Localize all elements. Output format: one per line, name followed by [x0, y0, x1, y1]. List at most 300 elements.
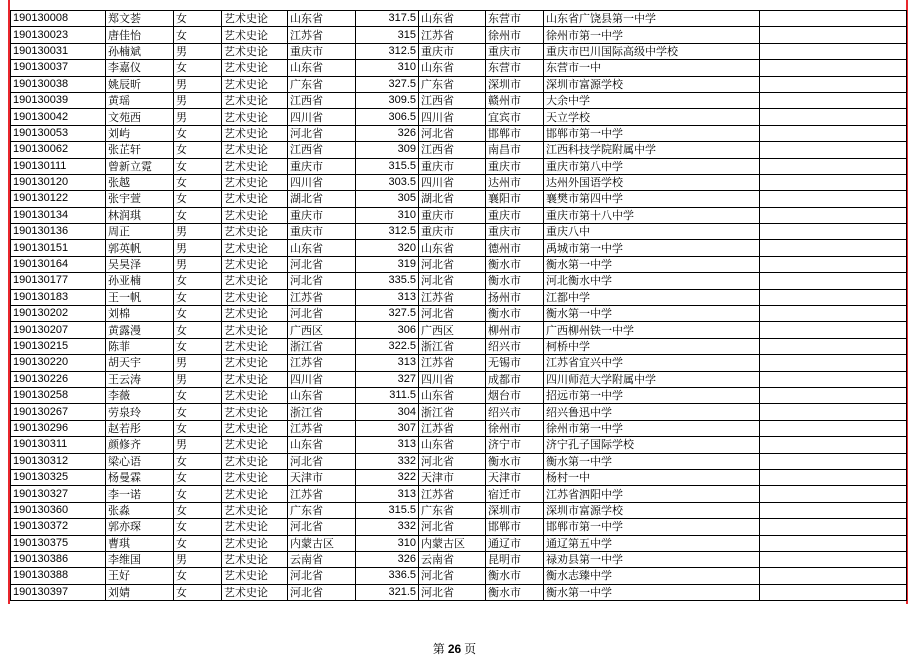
city-cell: 重庆市: [486, 158, 544, 174]
score-cell: 309: [356, 142, 419, 158]
score-cell: 305: [356, 191, 419, 207]
student-id-cell: 190130220: [11, 355, 106, 371]
major-cell: 艺术史论: [222, 568, 288, 584]
province-cell: 天津市: [419, 469, 486, 485]
name-cell: 赵若彤: [106, 420, 174, 436]
gender-cell: 女: [174, 453, 222, 469]
gender-cell: 男: [174, 240, 222, 256]
gender-cell: 女: [174, 568, 222, 584]
score-cell: 309.5: [356, 92, 419, 108]
gender-cell: 女: [174, 158, 222, 174]
school-cell: 邯郸市第一中学: [544, 125, 760, 141]
blank-cell: [760, 355, 907, 371]
province-cell: 江苏省: [419, 486, 486, 502]
province-cell: 江苏省: [419, 289, 486, 305]
blank-cell: [760, 322, 907, 338]
table-row: [11, 76, 907, 92]
blank-cell: [760, 387, 907, 403]
school-cell: 深圳市富源学校: [544, 76, 760, 92]
school-cell: 衡水志臻中学: [544, 568, 760, 584]
gender-cell: 女: [174, 142, 222, 158]
province-cell: 河北省: [419, 256, 486, 272]
gender-cell: 女: [174, 174, 222, 190]
school-cell: 禄劝县第一中学: [544, 551, 760, 567]
school-cell: 柯桥中学: [544, 338, 760, 354]
blank-cell: [760, 142, 907, 158]
student-id-cell: 190130039: [11, 92, 106, 108]
table-row: [11, 371, 907, 387]
name-cell: 曾新立霓: [106, 158, 174, 174]
province-cell: 山东省: [419, 387, 486, 403]
province-cell: 湖北省: [419, 191, 486, 207]
gender-cell: 女: [174, 486, 222, 502]
city-cell: 成都市: [486, 371, 544, 387]
name-cell: 陈菲: [106, 338, 174, 354]
student-id-cell: 190130134: [11, 207, 106, 223]
origin-province-cell: 河北省: [288, 125, 356, 141]
city-cell: 赣州市: [486, 92, 544, 108]
name-cell: 张淼: [106, 502, 174, 518]
student-id-cell: 190130042: [11, 109, 106, 125]
major-cell: 艺术史论: [222, 404, 288, 420]
city-cell: 衡水市: [486, 453, 544, 469]
major-cell: 艺术史论: [222, 11, 288, 27]
school-cell: 河北衡水中学: [544, 273, 760, 289]
major-cell: 艺术史论: [222, 469, 288, 485]
score-cell: 322: [356, 469, 419, 485]
score-cell: 327: [356, 371, 419, 387]
city-cell: 济宁市: [486, 437, 544, 453]
major-cell: 艺术史论: [222, 502, 288, 518]
origin-province-cell: 重庆市: [288, 158, 356, 174]
score-cell: 311.5: [356, 387, 419, 403]
score-cell: 304: [356, 404, 419, 420]
table-row: [11, 92, 907, 108]
blank-cell: [760, 240, 907, 256]
table-row: [11, 387, 907, 403]
student-id-cell: 190130111: [11, 158, 106, 174]
school-cell: 重庆八中: [544, 224, 760, 240]
blank-cell: [760, 420, 907, 436]
gender-cell: 女: [174, 387, 222, 403]
school-cell: 江苏省泗阳中学: [544, 486, 760, 502]
province-cell: 山东省: [419, 437, 486, 453]
major-cell: 艺术史论: [222, 43, 288, 59]
name-cell: 郭英帆: [106, 240, 174, 256]
table-row: [11, 142, 907, 158]
city-cell: 绍兴市: [486, 338, 544, 354]
city-cell: 衡水市: [486, 568, 544, 584]
table-row: [11, 469, 907, 485]
table-row: [11, 519, 907, 535]
name-cell: 刘棉: [106, 306, 174, 322]
name-cell: 林润琪: [106, 207, 174, 223]
score-cell: 313: [356, 486, 419, 502]
school-cell: 达州外国语学校: [544, 174, 760, 190]
blank-cell: [760, 404, 907, 420]
table-row: [11, 535, 907, 551]
score-cell: 306: [356, 322, 419, 338]
province-cell: 重庆市: [419, 158, 486, 174]
score-cell: 310: [356, 207, 419, 223]
major-cell: 艺术史论: [222, 387, 288, 403]
major-cell: 艺术史论: [222, 535, 288, 551]
province-cell: 江苏省: [419, 420, 486, 436]
gender-cell: 男: [174, 109, 222, 125]
school-cell: 衡水第一中学: [544, 256, 760, 272]
origin-province-cell: 河北省: [288, 519, 356, 535]
name-cell: 唐佳怡: [106, 27, 174, 43]
province-cell: 广西区: [419, 322, 486, 338]
origin-province-cell: 广西区: [288, 322, 356, 338]
province-cell: 河北省: [419, 125, 486, 141]
blank-cell: [760, 273, 907, 289]
city-cell: 徐州市: [486, 27, 544, 43]
city-cell: 柳州市: [486, 322, 544, 338]
name-cell: 颜修齐: [106, 437, 174, 453]
blank-cell: [760, 584, 907, 600]
student-id-cell: 190130008: [11, 11, 106, 27]
province-cell: 重庆市: [419, 207, 486, 223]
blank-cell: [760, 469, 907, 485]
score-cell: 315.5: [356, 158, 419, 174]
school-cell: 邯郸市第一中学: [544, 519, 760, 535]
gender-cell: 女: [174, 404, 222, 420]
table-row: [11, 256, 907, 272]
province-cell: 山东省: [419, 11, 486, 27]
school-cell: 江都中学: [544, 289, 760, 305]
gender-cell: 男: [174, 224, 222, 240]
table-row: [11, 453, 907, 469]
student-id-cell: 190130388: [11, 568, 106, 584]
table-row: [11, 27, 907, 43]
origin-province-cell: 江西省: [288, 92, 356, 108]
student-id-cell: 190130311: [11, 437, 106, 453]
gender-cell: 女: [174, 273, 222, 289]
score-cell: 335.5: [356, 273, 419, 289]
gender-cell: 女: [174, 502, 222, 518]
city-cell: 绍兴市: [486, 404, 544, 420]
name-cell: 梁心语: [106, 453, 174, 469]
student-id-cell: 190130120: [11, 174, 106, 190]
gender-cell: 女: [174, 60, 222, 76]
score-cell: 317.5: [356, 11, 419, 27]
table-row: [11, 109, 907, 125]
score-cell: 319: [356, 256, 419, 272]
province-cell: 江苏省: [419, 27, 486, 43]
student-id-cell: 190130062: [11, 142, 106, 158]
blank-cell: [760, 551, 907, 567]
major-cell: 艺术史论: [222, 92, 288, 108]
school-cell: 衡水第一中学: [544, 584, 760, 600]
blank-cell: [760, 371, 907, 387]
origin-province-cell: 江西省: [288, 142, 356, 158]
major-cell: 艺术史论: [222, 420, 288, 436]
table-row: [11, 486, 907, 502]
table-row: [11, 502, 907, 518]
blank-cell: [760, 338, 907, 354]
school-cell: 山东省广饶县第一中学: [544, 11, 760, 27]
province-cell: 河北省: [419, 519, 486, 535]
city-cell: 衡水市: [486, 584, 544, 600]
major-cell: 艺术史论: [222, 60, 288, 76]
name-cell: 刘婧: [106, 584, 174, 600]
name-cell: 孙楠斌: [106, 43, 174, 59]
name-cell: 孙亚楠: [106, 273, 174, 289]
gender-cell: 女: [174, 306, 222, 322]
gender-cell: 女: [174, 535, 222, 551]
city-cell: 重庆市: [486, 43, 544, 59]
name-cell: 杨曼霖: [106, 469, 174, 485]
table-row: [11, 289, 907, 305]
gender-cell: 女: [174, 469, 222, 485]
school-cell: 天立学校: [544, 109, 760, 125]
school-cell: 襄樊市第四中学: [544, 191, 760, 207]
origin-province-cell: 广东省: [288, 502, 356, 518]
city-cell: 无锡市: [486, 355, 544, 371]
city-cell: 扬州市: [486, 289, 544, 305]
student-id-cell: 190130325: [11, 469, 106, 485]
gender-cell: 女: [174, 420, 222, 436]
table-row: [11, 224, 907, 240]
score-cell: 326: [356, 551, 419, 567]
student-id-cell: 190130375: [11, 535, 106, 551]
school-cell: 徐州市第一中学: [544, 27, 760, 43]
origin-province-cell: 山东省: [288, 387, 356, 403]
origin-province-cell: 山东省: [288, 60, 356, 76]
table-row: [11, 158, 907, 174]
school-cell: 深圳市富源学校: [544, 502, 760, 518]
city-cell: 东营市: [486, 60, 544, 76]
blank-cell: [760, 109, 907, 125]
city-cell: 宜宾市: [486, 109, 544, 125]
city-cell: 襄阳市: [486, 191, 544, 207]
student-id-cell: 190130267: [11, 404, 106, 420]
school-cell: 广西柳州铁一中学: [544, 322, 760, 338]
school-cell: 衡水第一中学: [544, 453, 760, 469]
school-cell: 大余中学: [544, 92, 760, 108]
city-cell: 深圳市: [486, 76, 544, 92]
major-cell: 艺术史论: [222, 551, 288, 567]
blank-cell: [760, 289, 907, 305]
student-id-cell: 190130258: [11, 387, 106, 403]
name-cell: 黄瑶: [106, 92, 174, 108]
gender-cell: 男: [174, 551, 222, 567]
score-cell: 320: [356, 240, 419, 256]
gender-cell: 男: [174, 256, 222, 272]
school-cell: 绍兴鲁迅中学: [544, 404, 760, 420]
name-cell: 李一诺: [106, 486, 174, 502]
score-cell: 313: [356, 355, 419, 371]
score-cell: 321.5: [356, 584, 419, 600]
blank-cell: [760, 519, 907, 535]
province-cell: 广东省: [419, 76, 486, 92]
name-cell: 吴昊泽: [106, 256, 174, 272]
table-row: [11, 60, 907, 76]
score-cell: 332: [356, 453, 419, 469]
city-cell: 南昌市: [486, 142, 544, 158]
gender-cell: 女: [174, 207, 222, 223]
province-cell: 内蒙古区: [419, 535, 486, 551]
major-cell: 艺术史论: [222, 191, 288, 207]
student-id-cell: 190130177: [11, 273, 106, 289]
page-footer: [0, 640, 909, 657]
school-cell: 江苏省宜兴中学: [544, 355, 760, 371]
gender-cell: 男: [174, 355, 222, 371]
name-cell: 李维国: [106, 551, 174, 567]
gender-cell: 女: [174, 11, 222, 27]
major-cell: 艺术史论: [222, 289, 288, 305]
name-cell: 胡天宇: [106, 355, 174, 371]
city-cell: 衡水市: [486, 273, 544, 289]
score-cell: 313: [356, 289, 419, 305]
major-cell: 艺术史论: [222, 224, 288, 240]
score-cell: 332: [356, 519, 419, 535]
table-row: [11, 273, 907, 289]
name-cell: 姚辰昕: [106, 76, 174, 92]
name-cell: 周正: [106, 224, 174, 240]
gender-cell: 男: [174, 92, 222, 108]
origin-province-cell: 江苏省: [288, 289, 356, 305]
origin-province-cell: 浙江省: [288, 404, 356, 420]
origin-province-cell: 四川省: [288, 109, 356, 125]
origin-province-cell: 浙江省: [288, 338, 356, 354]
student-id-cell: 190130226: [11, 371, 106, 387]
gender-cell: 男: [174, 437, 222, 453]
score-cell: 307: [356, 420, 419, 436]
name-cell: 黄露漫: [106, 322, 174, 338]
score-cell: 326: [356, 125, 419, 141]
major-cell: 艺术史论: [222, 437, 288, 453]
major-cell: 艺术史论: [222, 240, 288, 256]
origin-province-cell: 山东省: [288, 11, 356, 27]
table-row: [11, 355, 907, 371]
province-cell: 河北省: [419, 584, 486, 600]
gender-cell: 女: [174, 322, 222, 338]
province-cell: 江西省: [419, 142, 486, 158]
blank-cell: [760, 568, 907, 584]
city-cell: 宿迁市: [486, 486, 544, 502]
student-id-cell: 190130386: [11, 551, 106, 567]
province-cell: 山东省: [419, 60, 486, 76]
major-cell: 艺术史论: [222, 355, 288, 371]
school-cell: 重庆市第十八中学: [544, 207, 760, 223]
name-cell: 李薇: [106, 387, 174, 403]
page-suffix: 页: [464, 642, 477, 656]
city-cell: 达州市: [486, 174, 544, 190]
gender-cell: 男: [174, 76, 222, 92]
student-id-cell: 190130151: [11, 240, 106, 256]
gender-cell: 男: [174, 43, 222, 59]
school-cell: 招远市第一中学: [544, 387, 760, 403]
gender-cell: 女: [174, 519, 222, 535]
gender-cell: 男: [174, 371, 222, 387]
blank-cell: [760, 174, 907, 190]
score-cell: 327.5: [356, 306, 419, 322]
score-cell: 303.5: [356, 174, 419, 190]
origin-province-cell: 山东省: [288, 437, 356, 453]
score-cell: 336.5: [356, 568, 419, 584]
table-row: [11, 437, 907, 453]
student-id-cell: 190130183: [11, 289, 106, 305]
school-cell: 徐州市第一中学: [544, 420, 760, 436]
city-cell: 德州市: [486, 240, 544, 256]
school-cell: 江西科技学院附属中学: [544, 142, 760, 158]
origin-province-cell: 四川省: [288, 371, 356, 387]
province-cell: 云南省: [419, 551, 486, 567]
city-cell: 烟台市: [486, 387, 544, 403]
student-id-cell: 190130164: [11, 256, 106, 272]
province-cell: 河北省: [419, 453, 486, 469]
score-cell: 306.5: [356, 109, 419, 125]
blank-cell: [760, 125, 907, 141]
gender-cell: 女: [174, 584, 222, 600]
table-row: [11, 240, 907, 256]
school-cell: 东营市一中: [544, 60, 760, 76]
name-cell: 王一帆: [106, 289, 174, 305]
major-cell: 艺术史论: [222, 486, 288, 502]
origin-province-cell: 江苏省: [288, 486, 356, 502]
origin-province-cell: 江苏省: [288, 27, 356, 43]
table-row: [11, 125, 907, 141]
blank-cell: [760, 502, 907, 518]
school-cell: 杨村一中: [544, 469, 760, 485]
table-row: [11, 551, 907, 567]
origin-province-cell: 重庆市: [288, 207, 356, 223]
table-row: [11, 338, 907, 354]
name-cell: 李嘉仪: [106, 60, 174, 76]
city-cell: 深圳市: [486, 502, 544, 518]
school-cell: 济宁孔子国际学校: [544, 437, 760, 453]
blank-cell: [760, 207, 907, 223]
score-cell: 322.5: [356, 338, 419, 354]
province-cell: 山东省: [419, 240, 486, 256]
score-cell: 315: [356, 27, 419, 43]
score-cell: 312.5: [356, 224, 419, 240]
student-id-cell: 190130397: [11, 584, 106, 600]
major-cell: 艺术史论: [222, 27, 288, 43]
table-row: [11, 322, 907, 338]
province-cell: 重庆市: [419, 224, 486, 240]
student-id-cell: 190130360: [11, 502, 106, 518]
blank-cell: [760, 256, 907, 272]
province-cell: 河北省: [419, 306, 486, 322]
major-cell: 艺术史论: [222, 142, 288, 158]
major-cell: 艺术史论: [222, 584, 288, 600]
score-cell: 313: [356, 437, 419, 453]
origin-province-cell: 重庆市: [288, 224, 356, 240]
blank-cell: [760, 60, 907, 76]
student-id-cell: 190130296: [11, 420, 106, 436]
gender-cell: 女: [174, 338, 222, 354]
name-cell: 张越: [106, 174, 174, 190]
origin-province-cell: 天津市: [288, 469, 356, 485]
table-row: [11, 584, 907, 600]
province-cell: 浙江省: [419, 338, 486, 354]
origin-province-cell: 湖北省: [288, 191, 356, 207]
province-cell: 浙江省: [419, 404, 486, 420]
student-id-cell: 190130372: [11, 519, 106, 535]
table-row: [11, 568, 907, 584]
city-cell: 东营市: [486, 11, 544, 27]
origin-province-cell: 云南省: [288, 551, 356, 567]
origin-province-cell: 江苏省: [288, 355, 356, 371]
name-cell: 劳泉玲: [106, 404, 174, 420]
province-cell: 重庆市: [419, 43, 486, 59]
school-cell: 通辽第五中学: [544, 535, 760, 551]
origin-province-cell: 广东省: [288, 76, 356, 92]
origin-province-cell: 江苏省: [288, 420, 356, 436]
